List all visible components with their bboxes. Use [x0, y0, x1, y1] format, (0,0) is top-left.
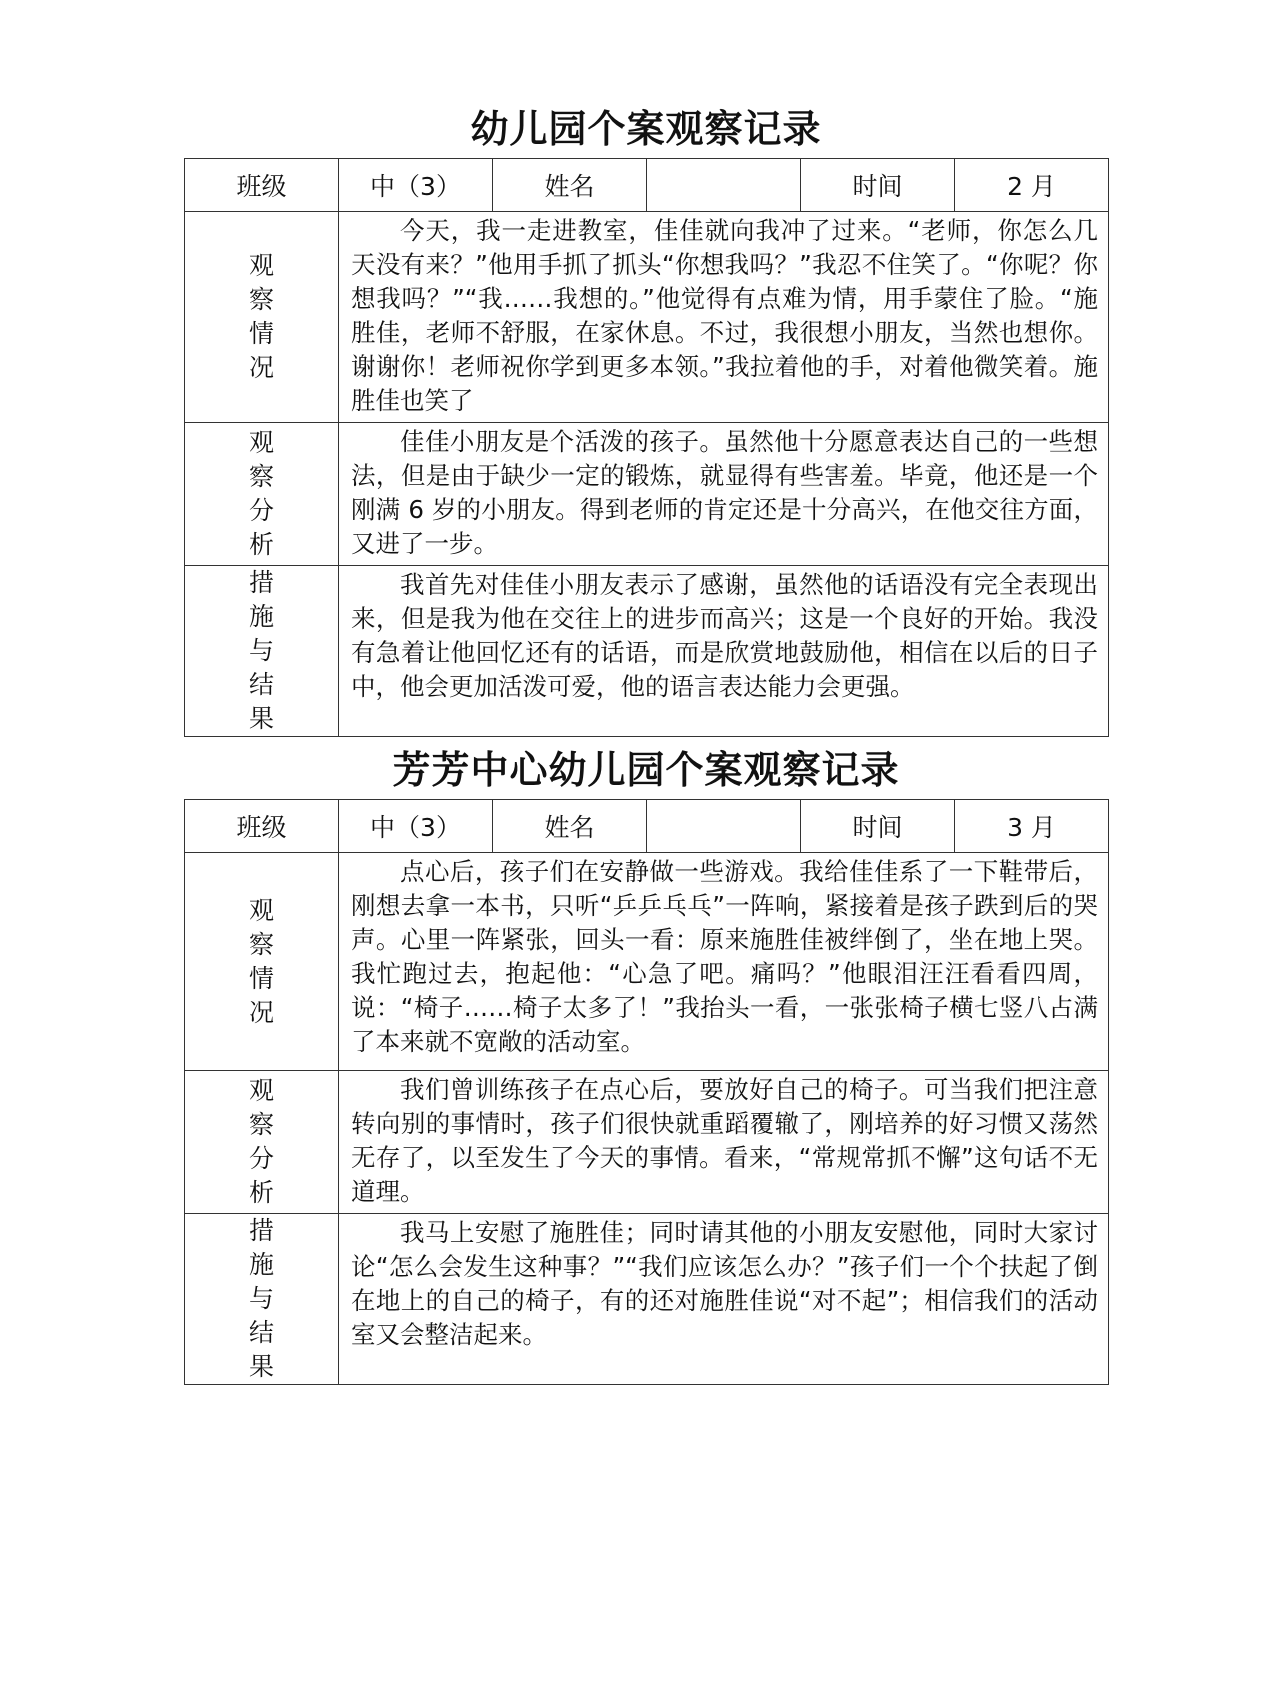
- name-label: 姓名: [493, 800, 647, 853]
- name-value: [647, 800, 801, 853]
- record-2-table: [184, 799, 1109, 1385]
- class-value: 中（3）: [339, 159, 493, 212]
- section-text: 今天，我一走进教室，佳佳就向我冲了过来。“老师，你怎么几天没有来？”他用手抓了抓头“你想我吗？”我忍不住笑了。“你呢？你想我吗？”“我……我想的。”他觉得有点难为情，用手蒙住了脸。“施胜佳，老师不舒服，在家休息。不过，我很想小朋友，当然也想你。谢谢你！老师祝你学到更多本领。”我拉着他的手，对着他微笑着。施胜佳也笑了: [339, 212, 1109, 423]
- section-text: 点心后，孩子们在安静做一些游戏。我给佳佳系了一下鞋带后，刚想去拿一本书，只听“乒乒乓乓”一阵响，紧接着是孩子跌到后的哭声。心里一阵紧张，回头一看：原来施胜佳被绊倒了，坐在地上哭。我忙跑过去，抱起他：“心急了吧。痛吗？”他眼泪汪汪看看四周，说：“椅子……椅子太多了！”我抬头一看，一张张椅子横七竖八占满了本来就不宽敞的活动室。: [339, 853, 1109, 1071]
- name-label: 姓名: [493, 159, 647, 212]
- record-1-header-row: [185, 159, 1109, 212]
- observation-analysis-row: [185, 423, 1109, 566]
- record-1-title: 幼儿园个案观察记录: [470, 107, 822, 151]
- measures-results-row: [185, 566, 1109, 737]
- observation-situation-row: [185, 853, 1109, 1071]
- name-value: [647, 159, 801, 212]
- time-label: 时间: [801, 159, 955, 212]
- time-value: 2 月: [955, 159, 1109, 212]
- section-label: 观 察 情 况: [185, 853, 339, 1071]
- section-label: 措 施 与 结 果: [185, 1214, 339, 1385]
- record-1-table: [184, 158, 1109, 737]
- document-page: [184, 100, 1108, 1385]
- section-label: 观 察 分 析: [185, 1071, 339, 1214]
- measures-results-row: [185, 1214, 1109, 1385]
- time-label: 时间: [801, 800, 955, 853]
- class-label: 班级: [185, 800, 339, 853]
- section-text: 我们曾训练孩子在点心后，要放好自己的椅子。可当我们把注意转向别的事情时，孩子们很快就重蹈覆辙了，刚培养的好习惯又荡然无存了，以至发生了今天的事情。看来，“常规常抓不懈”这句话不无道理。: [339, 1071, 1109, 1214]
- observation-situation-row: [185, 212, 1109, 423]
- record-2-header-row: [185, 800, 1109, 853]
- observation-analysis-row: [185, 1071, 1109, 1214]
- time-value: 3 月: [955, 800, 1109, 853]
- section-text: 我马上安慰了施胜佳；同时请其他的小朋友安慰他，同时大家讨论“怎么会发生这种事？”“我们应该怎么办？”孩子们一个个扶起了倒在地上的自己的椅子，有的还对施胜佳说“对不起”；相信我们的活动室又会整洁起来。: [339, 1214, 1109, 1385]
- class-value: 中（3）: [339, 800, 493, 853]
- section-label: 措 施 与 结 果: [185, 566, 339, 737]
- record-2-title: 芳芳中心幼儿园个案观察记录: [392, 748, 900, 792]
- section-label: 观 察 分 析: [185, 423, 339, 566]
- section-label: 观 察 情 况: [185, 212, 339, 423]
- class-label: 班级: [185, 159, 339, 212]
- section-text: 我首先对佳佳小朋友表示了感谢，虽然他的话语没有完全表现出来，但是我为他在交往上的进步而高兴；这是一个良好的开始。我没有急着让他回忆还有的话语，而是欣赏地鼓励他，相信在以后的日子中，他会更加活泼可爱，他的语言表达能力会更强。: [339, 566, 1109, 737]
- section-text: 佳佳小朋友是个活泼的孩子。虽然他十分愿意表达自己的一些想法，但是由于缺少一定的锻炼，就显得有些害羞。毕竟，他还是一个刚满 6 岁的小朋友。得到老师的肯定还是十分高兴，在他交往方面，又进了一步。: [339, 423, 1109, 566]
